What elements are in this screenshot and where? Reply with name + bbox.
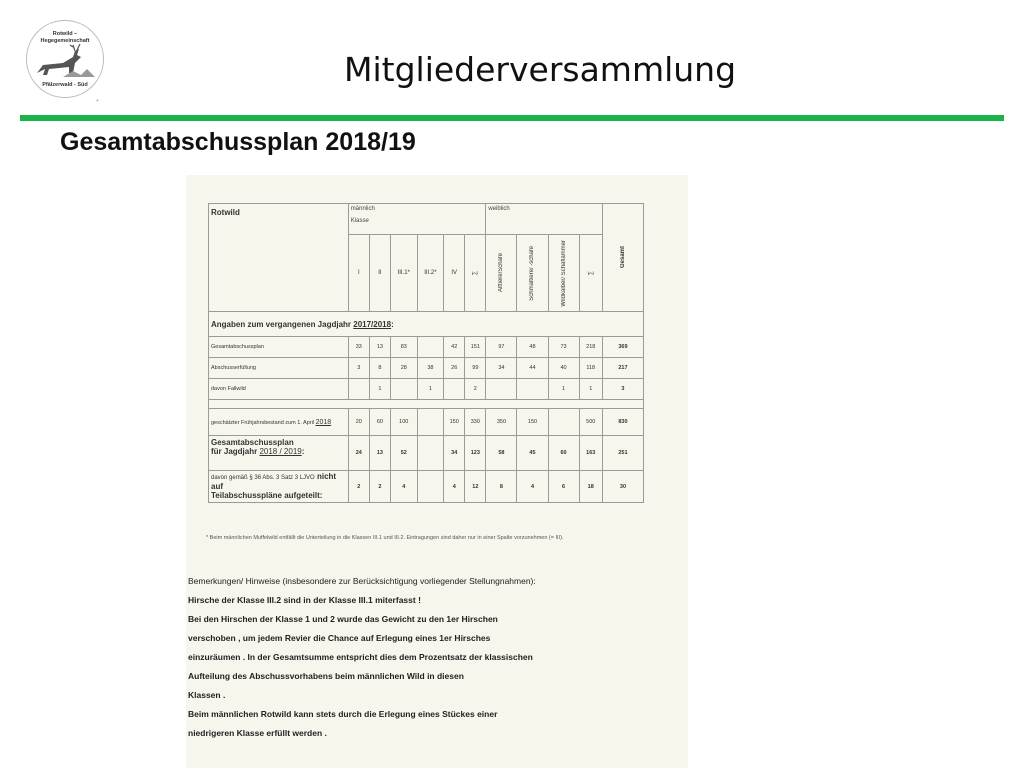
cell: 18 [579,471,602,503]
col-8 [517,235,548,312]
col-6 [465,235,486,312]
logo-text-line1: Rotwild – [52,31,78,37]
cell: 4 [444,471,465,503]
remarks-line: niedrigeren Klasse erfüllt werden . [188,728,327,738]
col-3 [390,235,417,312]
cell: 42 [444,337,465,358]
row-label: Gesamtabschussplan [209,337,349,358]
col-9 [548,235,579,312]
cell: 40 [548,358,579,379]
cell [444,379,465,400]
cell [417,409,444,436]
cell-total: 30 [602,471,643,503]
remarks-line: einzuräumen . In der Gesamtsumme entspricht dies dem Prozentsatz der klassischen [188,652,533,662]
cell: 33 [348,337,369,358]
col-header-total: Gesamt [619,246,626,269]
remarks-line: Beim männlichen Rotwild kann stets durch die Erlegung eines Stückes einer [188,709,498,719]
cell: 34 [486,358,517,379]
cell: 52 [390,436,417,471]
row-label: Abschusserfüllung [209,358,349,379]
cell [417,436,444,471]
cell: 13 [369,436,390,471]
cell: 97 [486,337,517,358]
plan-label-line1: Gesamtabschussplan [211,438,294,447]
cell: 60 [548,436,579,471]
remarks-intro: Bemerkungen/ Hinweise (insbesondere zur Berücksichtigung vorliegender Stellungnahmen): [188,576,536,586]
logo-text-line3: Pfälzerwald - Süd [42,82,88,88]
cell: 350 [486,409,517,436]
cell: 2 [465,379,486,400]
plan-year: 2018 / 2019 [259,447,302,456]
title-divider [20,115,1004,121]
col-header-wildkaelber: Wildkälber/ Schaflämmer [560,239,567,307]
col-header-iii2: III.2* [424,270,437,276]
cell [417,337,444,358]
cell: 163 [579,436,602,471]
col-header-schmaltiere: Schmaltiere/ -schafe [529,245,536,301]
cell: 4 [390,471,417,503]
scanned-form [186,175,688,768]
decorative-mark: • [96,96,99,105]
cell: 1 [369,379,390,400]
cell: 330 [465,409,486,436]
page-title: Mitgliederversammlung [344,50,737,89]
col-2 [369,235,390,312]
hunting-plan-table [208,203,644,503]
cell: 500 [579,409,602,436]
cell: 13 [369,337,390,358]
cell: 4 [517,471,548,503]
cell: 44 [517,358,548,379]
cell: 83 [390,337,417,358]
cell: 73 [548,337,579,358]
cell: 12 [465,471,486,503]
estimate-label-text: geschätzter Frühjahrsbestand zum 1. April [211,419,316,426]
cell: 48 [517,337,548,358]
spacer-row [209,400,644,409]
cell: 2 [369,471,390,503]
remarks-line: Bei den Hirschen der Klasse 1 und 2 wurde das Gewicht zu den 1er Hirschen [188,614,498,624]
cell: 8 [486,471,517,503]
table-row [209,436,644,471]
cell [517,379,548,400]
section-label: Angaben zum vergangenen Jagdjahr [211,319,354,329]
davon-label-bold-a: nicht auf [211,472,337,491]
cell: 150 [444,409,465,436]
cell: 60 [369,409,390,436]
cell: 45 [517,436,548,471]
col-header-sum-male: ∑ [472,270,479,276]
col-header-i: I [357,270,360,276]
male-class-label: Klasse [350,218,369,224]
table-row [209,337,644,358]
cell [548,409,579,436]
section-colon: : [391,319,394,329]
cell: 58 [486,436,517,471]
col-header-ii: II [378,270,382,276]
col-header-iv: IV [451,270,458,276]
cell: 20 [348,409,369,436]
estimate-label [209,409,349,436]
table-row [209,471,644,503]
section-year: 2017/2018 [353,319,392,329]
plan-colon: : [301,447,305,456]
page-subtitle: Gesamtabschussplan 2018/19 [60,128,416,156]
col-5 [444,235,465,312]
table-row [209,379,644,400]
male-group-label: männlich [350,206,375,212]
cell: 24 [348,436,369,471]
cell: 2 [348,471,369,503]
cell: 1 [579,379,602,400]
cell: 218 [579,337,602,358]
cell: 118 [579,358,602,379]
cell: 151 [465,337,486,358]
col-4 [417,235,444,312]
cell: 8 [369,358,390,379]
remarks-block [188,572,658,743]
plan-label-line2: für Jagdjahr [211,447,260,456]
deer-icon [33,43,97,83]
cell: 3 [348,358,369,379]
cell-total: 369 [602,337,643,358]
davon-label-bold-b: Teilabschusspläne aufgeteilt: [211,491,323,500]
section-previous-year [209,312,644,337]
cell [390,379,417,400]
association-logo [26,20,104,98]
cell-total: 217 [602,358,643,379]
davon-label-small: davon gemäß § 36 Abs. 3 Satz 3 LJVO [211,475,315,481]
cell-total: 251 [602,436,643,471]
table-footnote: * Beim männlichen Muffelwild entfällt die Unterteilung in die Klassen III.1 und III.2. Eintragungen sind daher nur in einer Spalte vorzunehmen (= III). [206,535,564,541]
cell: 6 [548,471,579,503]
col-1 [348,235,369,312]
cell: 100 [390,409,417,436]
cell: 34 [444,436,465,471]
cell: 1 [548,379,579,400]
cell: 38 [417,358,444,379]
estimate-year: 2018 [315,418,332,426]
cell: 99 [465,358,486,379]
cell: 1 [417,379,444,400]
col-header-sum-female: ∑ [587,270,594,276]
plan-label [209,436,349,471]
cell-total: 830 [602,409,643,436]
female-header: weiblich [486,204,603,235]
col-header-alttiere: Alttiere/Schafe [498,253,505,293]
logo-text-line2: Hegegemeinschaft [40,38,90,44]
col-total [602,204,643,312]
cell: 150 [517,409,548,436]
remarks-line: Klassen . [188,690,226,700]
table-row [209,409,644,436]
cell: 26 [444,358,465,379]
remarks-line: verschoben , um jedem Revier die Chance auf Erlegung eines 1er Hirsches [188,633,491,643]
col-10 [579,235,602,312]
table-row [209,358,644,379]
male-header [348,204,486,235]
cell: 28 [390,358,417,379]
row-label: davon Fallwild [209,379,349,400]
cell: 123 [465,436,486,471]
remarks-line: Hirsche der Klasse III.2 sind in der Klasse III.1 miterfasst ! [188,595,421,605]
cell-total: 3 [602,379,643,400]
table-corner: Rotwild [209,204,349,312]
cell [348,379,369,400]
davon-label [209,471,349,503]
cell [486,379,517,400]
cell [417,471,444,503]
col-header-iii1: III.1* [397,270,410,276]
remarks-line: Aufteilung des Abschussvorhabens beim männlichen Wild in diesen [188,671,464,681]
col-7 [486,235,517,312]
